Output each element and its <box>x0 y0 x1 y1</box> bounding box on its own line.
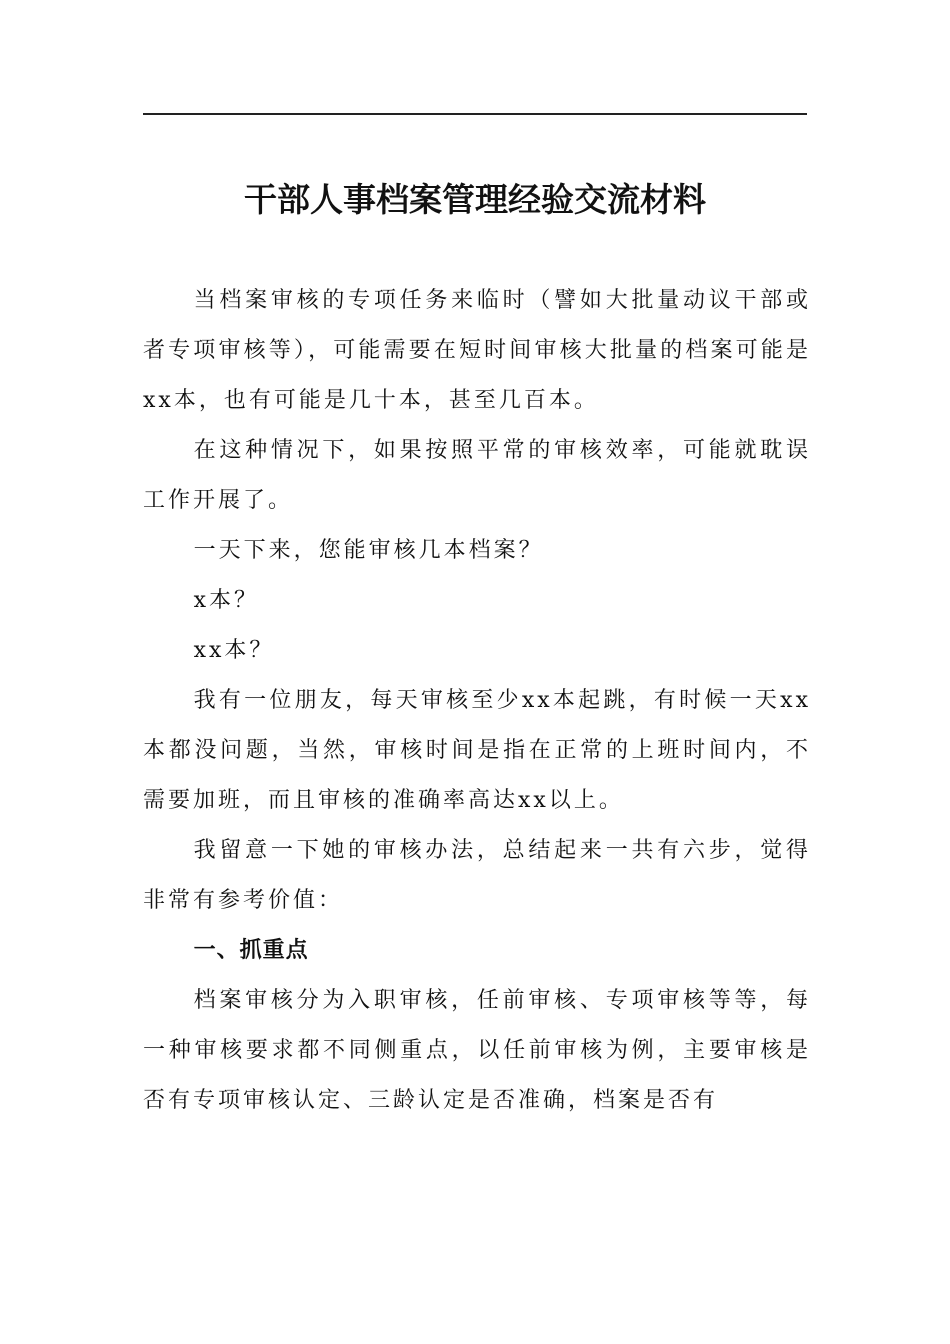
document-title: 干部人事档案管理经验交流材料 <box>244 180 706 219</box>
paragraph-friend: 我有一位朋友，每天审核至少xx本起跳，有时候一天xx本都没问题，当然，审核时间是指在正常的上班时间内，不需要加班，而且审核的准确率高达xx以上。 <box>143 688 811 813</box>
document-body <box>143 276 811 1126</box>
paragraph-intro: 当档案审核的专项任务来临时（譬如大批量动议干部或者专项审核等），可能需要在短时间审核大批量的档案可能是xx本，也有可能是几十本，甚至几百本。 <box>143 288 811 413</box>
paragraph-method: 我留意一下她的审核办法，总结起来一共有六步，觉得非常有参考价值： <box>143 838 811 913</box>
paragraph-answer-xx: xx本？ <box>193 638 275 663</box>
section-paragraph: 档案审核分为入职审核，任前审核、专项审核等等，每一种审核要求都不同侧重点，以任前审核为例，主要审核是否有专项审核认定、三龄认定是否准确，档案是否有 <box>143 988 811 1113</box>
section-heading: 一、抓重点 <box>193 938 309 963</box>
paragraph-situation: 在这种情况下，如果按照平常的审核效率，可能就耽误工作开展了。 <box>143 438 811 513</box>
paragraph-answer-x: x本？ <box>193 588 260 613</box>
header-rule <box>143 113 807 115</box>
paragraph-question: 一天下来，您能审核几本档案？ <box>193 538 544 563</box>
